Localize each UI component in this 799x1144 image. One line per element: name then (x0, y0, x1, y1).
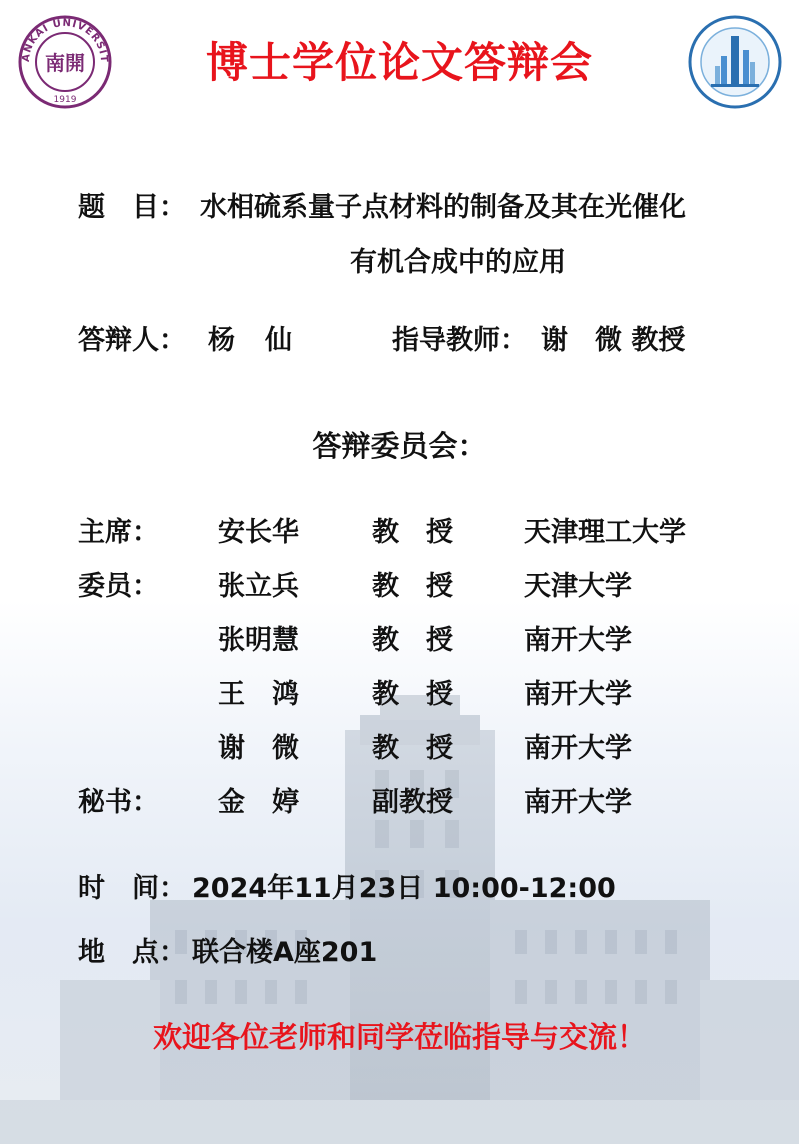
page-title: 博士学位论文答辩会 (205, 38, 593, 87)
member-title: 教 授 (372, 571, 453, 602)
member-name: 谢 微 (218, 733, 299, 764)
advisor-name: 谢 微 教授 (541, 325, 686, 356)
place-label: 地 点： (78, 937, 186, 968)
svg-text:NANKAI UNIVERSITY: ANKAI UNIVERSIT (20, 17, 110, 64)
member-name: 张明慧 (218, 625, 299, 656)
thesis-title-line2: 有机合成中的应用 (350, 247, 566, 278)
member-title: 教 授 (372, 679, 453, 710)
member-org: 天津理工大学 (524, 517, 686, 548)
time-value: 2024年11月23日 10:00-12:00 (192, 873, 616, 904)
member-name: 金 婷 (218, 787, 299, 818)
member-name: 安长华 (218, 517, 299, 548)
member-title: 教 授 (372, 625, 453, 656)
member-org: 南开大学 (524, 787, 632, 818)
welcome-message: 欢迎各位老师和同学莅临指导与交流！ (152, 1020, 646, 1054)
member-role: 秘书： (78, 787, 159, 818)
member-role: 委员： (78, 571, 159, 602)
svg-text:南開: 南開 (45, 51, 85, 75)
member-org: 天津大学 (524, 571, 632, 602)
member-org: 南开大学 (524, 733, 632, 764)
time-label: 时 间： (78, 873, 186, 904)
thesis-label: 题 目： (78, 192, 186, 223)
thesis-title-line1: 水相硫系量子点材料的制备及其在光催化 (200, 192, 686, 223)
advisor-label: 指导教师： (392, 325, 527, 356)
member-name: 王 鸿 (218, 679, 299, 710)
member-title: 副教授 (372, 787, 453, 818)
defender-name: 杨仙 (208, 325, 322, 356)
member-org: 南开大学 (524, 679, 632, 710)
member-role: 主席： (78, 517, 159, 548)
svg-text:1919: 1919 (53, 95, 77, 105)
member-title: 教 授 (372, 733, 453, 764)
place-value: 联合楼A座201 (192, 937, 378, 968)
member-name: 张立兵 (218, 571, 299, 602)
member-org: 南开大学 (524, 625, 632, 656)
defender-label: 答辩人： (78, 325, 186, 356)
committee-heading: 答辩委员会： (312, 429, 487, 463)
member-title: 教 授 (372, 517, 453, 548)
